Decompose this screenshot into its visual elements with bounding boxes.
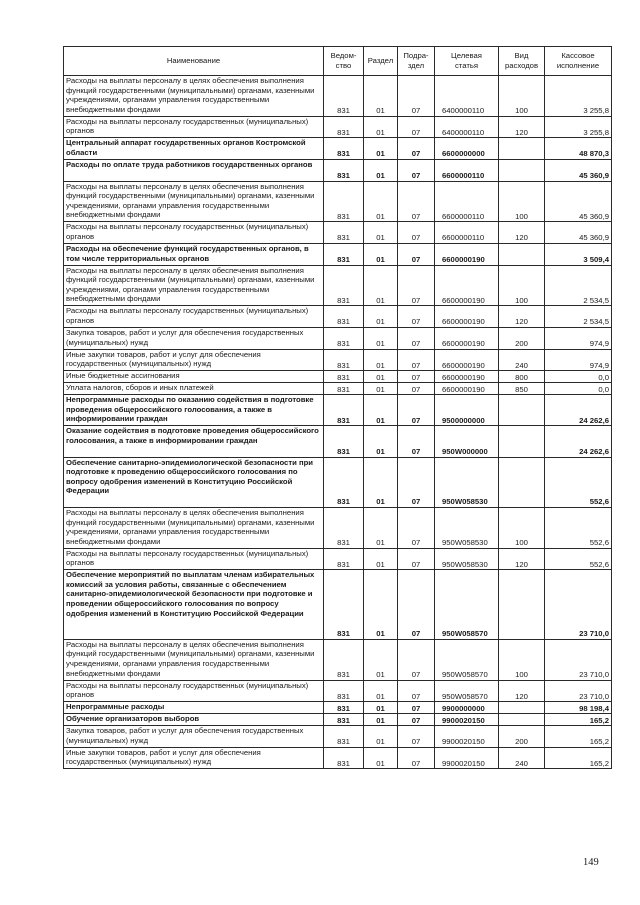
cell-department: 831 xyxy=(324,138,364,160)
cell-section: 01 xyxy=(364,507,398,548)
cell-cash-execution: 23 710,0 xyxy=(545,570,612,640)
cell-target-article: 950W058530 xyxy=(435,548,499,570)
cell-subsection: 07 xyxy=(398,426,435,457)
cell-expense-type xyxy=(499,570,545,640)
cell-target-article: 6400000110 xyxy=(435,76,499,117)
header-department: Ведом- ство xyxy=(324,47,364,76)
cell-subsection: 07 xyxy=(398,371,435,383)
cell-target-article: 6600000190 xyxy=(435,371,499,383)
cell-section: 01 xyxy=(364,383,398,395)
cell-department: 831 xyxy=(324,181,364,222)
cell-department: 831 xyxy=(324,383,364,395)
cell-subsection: 07 xyxy=(398,714,435,726)
cell-cash-execution: 48 870,3 xyxy=(545,138,612,160)
cell-subsection: 07 xyxy=(398,181,435,222)
cell-department: 831 xyxy=(324,243,364,265)
cell-cash-execution: 3 509,4 xyxy=(545,243,612,265)
cell-subsection: 07 xyxy=(398,507,435,548)
cell-section: 01 xyxy=(364,702,398,714)
cell-department: 831 xyxy=(324,457,364,507)
cell-target-article: 6600000110 xyxy=(435,159,499,181)
table-row xyxy=(64,138,612,160)
cell-subsection: 07 xyxy=(398,639,435,680)
cell-subsection: 07 xyxy=(398,383,435,395)
cell-name: Обеспечение санитарно-эпидемиологической безопасности при подготовке к проведению общероссийского голосования по вопросу одобрения изменений в Конституцию Российской Федерации xyxy=(64,457,324,507)
cell-section: 01 xyxy=(364,181,398,222)
cell-cash-execution: 0,0 xyxy=(545,371,612,383)
page-number: 149 xyxy=(583,857,599,868)
cell-subsection: 07 xyxy=(398,570,435,640)
cell-target-article: 6600000000 xyxy=(435,138,499,160)
cell-section: 01 xyxy=(364,457,398,507)
cell-target-article: 6600000190 xyxy=(435,243,499,265)
table-row xyxy=(64,181,612,222)
cell-expense-type xyxy=(499,243,545,265)
table-row xyxy=(64,426,612,457)
cell-name: Расходы на выплаты персоналу в целях обеспечения выполнения функций государственными (муниципальными) органами, казенными учреждениями, органами управления государственными внебюджетными фондами xyxy=(64,76,324,117)
cell-name: Расходы на выплаты персоналу в целях обеспечения выполнения функций государственными (муниципальными) органами, казенными учреждениями, органами управления государственными внебюджетными фондами xyxy=(64,639,324,680)
cell-cash-execution: 23 710,0 xyxy=(545,680,612,702)
header-expense-type: Вид расходов xyxy=(499,47,545,76)
cell-subsection: 07 xyxy=(398,138,435,160)
cell-subsection: 07 xyxy=(398,726,435,748)
cell-cash-execution: 165,2 xyxy=(545,714,612,726)
cell-cash-execution: 98 198,4 xyxy=(545,702,612,714)
cell-name: Иные бюджетные ассигнования xyxy=(64,371,324,383)
cell-expense-type: 120 xyxy=(499,222,545,244)
cell-target-article: 6600000190 xyxy=(435,349,499,371)
cell-department: 831 xyxy=(324,395,364,426)
cell-name: Расходы на выплаты персоналу государственных (муниципальных) органов xyxy=(64,116,324,138)
table-row xyxy=(64,222,612,244)
cell-target-article: 9500000000 xyxy=(435,395,499,426)
cell-expense-type: 100 xyxy=(499,507,545,548)
cell-cash-execution: 3 255,8 xyxy=(545,116,612,138)
header-target-article: Целевая статья xyxy=(435,47,499,76)
cell-section: 01 xyxy=(364,349,398,371)
cell-department: 831 xyxy=(324,702,364,714)
table-row xyxy=(64,116,612,138)
cell-cash-execution: 0,0 xyxy=(545,383,612,395)
cell-department: 831 xyxy=(324,570,364,640)
cell-subsection: 07 xyxy=(398,222,435,244)
cell-subsection: 07 xyxy=(398,548,435,570)
cell-subsection: 07 xyxy=(398,395,435,426)
cell-cash-execution: 2 534,5 xyxy=(545,306,612,328)
cell-section: 01 xyxy=(364,639,398,680)
cell-subsection: 07 xyxy=(398,306,435,328)
header-section: Раздел xyxy=(364,47,398,76)
cell-section: 01 xyxy=(364,680,398,702)
cell-cash-execution: 974,9 xyxy=(545,349,612,371)
cell-subsection: 07 xyxy=(398,76,435,117)
table-row xyxy=(64,383,612,395)
cell-department: 831 xyxy=(324,639,364,680)
cell-name: Расходы на выплаты персоналу в целях обеспечения выполнения функций государственными (муниципальными) органами, казенными учреждениями, органами управления государственными внебюджетными фондами xyxy=(64,507,324,548)
cell-department: 831 xyxy=(324,680,364,702)
cell-target-article: 950W058570 xyxy=(435,570,499,640)
table-row xyxy=(64,371,612,383)
cell-section: 01 xyxy=(364,371,398,383)
cell-department: 831 xyxy=(324,159,364,181)
cell-expense-type xyxy=(499,395,545,426)
cell-name: Расходы на выплаты персоналу государственных (муниципальных) органов xyxy=(64,680,324,702)
table-row xyxy=(64,714,612,726)
cell-expense-type: 200 xyxy=(499,726,545,748)
cell-cash-execution: 24 262,6 xyxy=(545,426,612,457)
cell-expense-type: 100 xyxy=(499,76,545,117)
cell-expense-type: 120 xyxy=(499,306,545,328)
cell-expense-type xyxy=(499,714,545,726)
cell-cash-execution: 23 710,0 xyxy=(545,639,612,680)
header-subsection: Подра- здел xyxy=(398,47,435,76)
cell-name: Закупка товаров, работ и услуг для обеспечения государственных (муниципальных) нужд xyxy=(64,726,324,748)
cell-section: 01 xyxy=(364,222,398,244)
cell-expense-type: 120 xyxy=(499,116,545,138)
cell-section: 01 xyxy=(364,116,398,138)
cell-name: Обучение организаторов выборов xyxy=(64,714,324,726)
cell-name: Центральный аппарат государственных органов Костромской области xyxy=(64,138,324,160)
cell-section: 01 xyxy=(364,548,398,570)
cell-cash-execution: 2 534,5 xyxy=(545,265,612,306)
cell-target-article: 950W058530 xyxy=(435,457,499,507)
cell-target-article: 6600000190 xyxy=(435,327,499,349)
cell-expense-type: 240 xyxy=(499,747,545,769)
cell-section: 01 xyxy=(364,570,398,640)
cell-section: 01 xyxy=(364,138,398,160)
cell-expense-type xyxy=(499,702,545,714)
cell-name: Уплата налогов, сборов и иных платежей xyxy=(64,383,324,395)
cell-expense-type: 240 xyxy=(499,349,545,371)
cell-department: 831 xyxy=(324,507,364,548)
cell-expense-type xyxy=(499,159,545,181)
cell-name: Иные закупки товаров, работ и услуг для обеспечения государственных (муниципальных) нужд xyxy=(64,349,324,371)
cell-name: Иные закупки товаров, работ и услуг для обеспечения государственных (муниципальных) нужд xyxy=(64,747,324,769)
table-row xyxy=(64,243,612,265)
cell-expense-type xyxy=(499,457,545,507)
cell-name: Непрограммные расходы xyxy=(64,702,324,714)
cell-target-article: 950W058530 xyxy=(435,507,499,548)
table-row xyxy=(64,306,612,328)
table-body xyxy=(64,76,612,769)
cell-cash-execution: 552,6 xyxy=(545,507,612,548)
cell-section: 01 xyxy=(364,306,398,328)
cell-department: 831 xyxy=(324,726,364,748)
cell-target-article: 950W058570 xyxy=(435,680,499,702)
cell-cash-execution: 974,9 xyxy=(545,327,612,349)
header-name: Наименование xyxy=(64,47,324,76)
cell-subsection: 07 xyxy=(398,680,435,702)
cell-target-article: 6600000110 xyxy=(435,181,499,222)
cell-department: 831 xyxy=(324,222,364,244)
cell-department: 831 xyxy=(324,747,364,769)
cell-department: 831 xyxy=(324,426,364,457)
cell-department: 831 xyxy=(324,548,364,570)
cell-name: Расходы по оплате труда работников государственных органов xyxy=(64,159,324,181)
cell-department: 831 xyxy=(324,76,364,117)
cell-section: 01 xyxy=(364,726,398,748)
table-row xyxy=(64,639,612,680)
cell-name: Расходы на обеспечение функций государственных органов, в том числе территориальных органов xyxy=(64,243,324,265)
cell-cash-execution: 552,6 xyxy=(545,548,612,570)
cell-department: 831 xyxy=(324,265,364,306)
cell-subsection: 07 xyxy=(398,349,435,371)
cell-name: Оказание содействия в подготовке проведения общероссийского голосования, а также в информировании граждан xyxy=(64,426,324,457)
cell-subsection: 07 xyxy=(398,702,435,714)
cell-section: 01 xyxy=(364,265,398,306)
cell-target-article: 6600000110 xyxy=(435,222,499,244)
cell-section: 01 xyxy=(364,76,398,117)
cell-subsection: 07 xyxy=(398,457,435,507)
cell-target-article: 6600000190 xyxy=(435,306,499,328)
cell-subsection: 07 xyxy=(398,243,435,265)
cell-target-article: 950W058570 xyxy=(435,639,499,680)
cell-name: Расходы на выплаты персоналу государственных (муниципальных) органов xyxy=(64,548,324,570)
cell-section: 01 xyxy=(364,243,398,265)
cell-cash-execution: 45 360,9 xyxy=(545,181,612,222)
cell-section: 01 xyxy=(364,395,398,426)
cell-cash-execution: 24 262,6 xyxy=(545,395,612,426)
cell-expense-type xyxy=(499,138,545,160)
table-row xyxy=(64,159,612,181)
cell-name: Обеспечение мероприятий по выплатам членам избирательных комиссий за условия работы, связанные с обеспечением санитарно-эпидемиологической безопасности при подготовке и проведении общероссийского голосования по вопросу одобрения изменений в Конституцию Российской Федерации xyxy=(64,570,324,640)
cell-department: 831 xyxy=(324,349,364,371)
cell-name: Расходы на выплаты персоналу в целях обеспечения выполнения функций государственными (муниципальными) органами, казенными учреждениями, органами управления государственными внебюджетными фондами xyxy=(64,265,324,306)
table-row xyxy=(64,680,612,702)
table-row xyxy=(64,702,612,714)
table-header-row xyxy=(64,47,612,76)
table-row xyxy=(64,570,612,640)
cell-department: 831 xyxy=(324,714,364,726)
cell-expense-type xyxy=(499,426,545,457)
cell-section: 01 xyxy=(364,159,398,181)
cell-name: Расходы на выплаты персоналу государственных (муниципальных) органов xyxy=(64,222,324,244)
cell-expense-type: 100 xyxy=(499,181,545,222)
cell-expense-type: 200 xyxy=(499,327,545,349)
cell-expense-type: 100 xyxy=(499,639,545,680)
cell-name: Закупка товаров, работ и услуг для обеспечения государственных (муниципальных) нужд xyxy=(64,327,324,349)
cell-name: Расходы на выплаты персоналу государственных (муниципальных) органов xyxy=(64,306,324,328)
table-row xyxy=(64,507,612,548)
table-row xyxy=(64,548,612,570)
budget-execution-table xyxy=(63,46,612,769)
cell-target-article: 9900000000 xyxy=(435,702,499,714)
cell-cash-execution: 165,2 xyxy=(545,726,612,748)
cell-target-article: 6600000190 xyxy=(435,265,499,306)
cell-section: 01 xyxy=(364,747,398,769)
cell-expense-type: 850 xyxy=(499,383,545,395)
table-row xyxy=(64,327,612,349)
cell-subsection: 07 xyxy=(398,116,435,138)
cell-name: Расходы на выплаты персоналу в целях обеспечения выполнения функций государственными (муниципальными) органами, казенными учреждениями, органами управления государственными внебюджетными фондами xyxy=(64,181,324,222)
cell-target-article: 9900020150 xyxy=(435,747,499,769)
cell-cash-execution: 552,6 xyxy=(545,457,612,507)
table-row xyxy=(64,395,612,426)
cell-target-article: 950W000000 xyxy=(435,426,499,457)
cell-subsection: 07 xyxy=(398,265,435,306)
cell-name: Непрограммные расходы по оказанию содействия в подготовке проведения общероссийского голосования, а также в информировании граждан xyxy=(64,395,324,426)
cell-subsection: 07 xyxy=(398,159,435,181)
cell-subsection: 07 xyxy=(398,327,435,349)
table-row xyxy=(64,457,612,507)
table-row xyxy=(64,265,612,306)
cell-expense-type: 120 xyxy=(499,680,545,702)
cell-department: 831 xyxy=(324,371,364,383)
cell-expense-type: 120 xyxy=(499,548,545,570)
cell-section: 01 xyxy=(364,327,398,349)
cell-cash-execution: 165,2 xyxy=(545,747,612,769)
table-row xyxy=(64,349,612,371)
header-cash-execution: Кассовое исполнение xyxy=(545,47,612,76)
cell-department: 831 xyxy=(324,327,364,349)
table-row xyxy=(64,747,612,769)
cell-cash-execution: 45 360,9 xyxy=(545,159,612,181)
cell-section: 01 xyxy=(364,714,398,726)
cell-expense-type: 100 xyxy=(499,265,545,306)
cell-section: 01 xyxy=(364,426,398,457)
cell-department: 831 xyxy=(324,116,364,138)
table-row xyxy=(64,726,612,748)
cell-target-article: 9900020150 xyxy=(435,726,499,748)
table-row xyxy=(64,76,612,117)
cell-target-article: 9900020150 xyxy=(435,714,499,726)
cell-subsection: 07 xyxy=(398,747,435,769)
cell-expense-type: 800 xyxy=(499,371,545,383)
cell-cash-execution: 3 255,8 xyxy=(545,76,612,117)
cell-target-article: 6400000110 xyxy=(435,116,499,138)
cell-cash-execution: 45 360,9 xyxy=(545,222,612,244)
cell-target-article: 6600000190 xyxy=(435,383,499,395)
cell-department: 831 xyxy=(324,306,364,328)
